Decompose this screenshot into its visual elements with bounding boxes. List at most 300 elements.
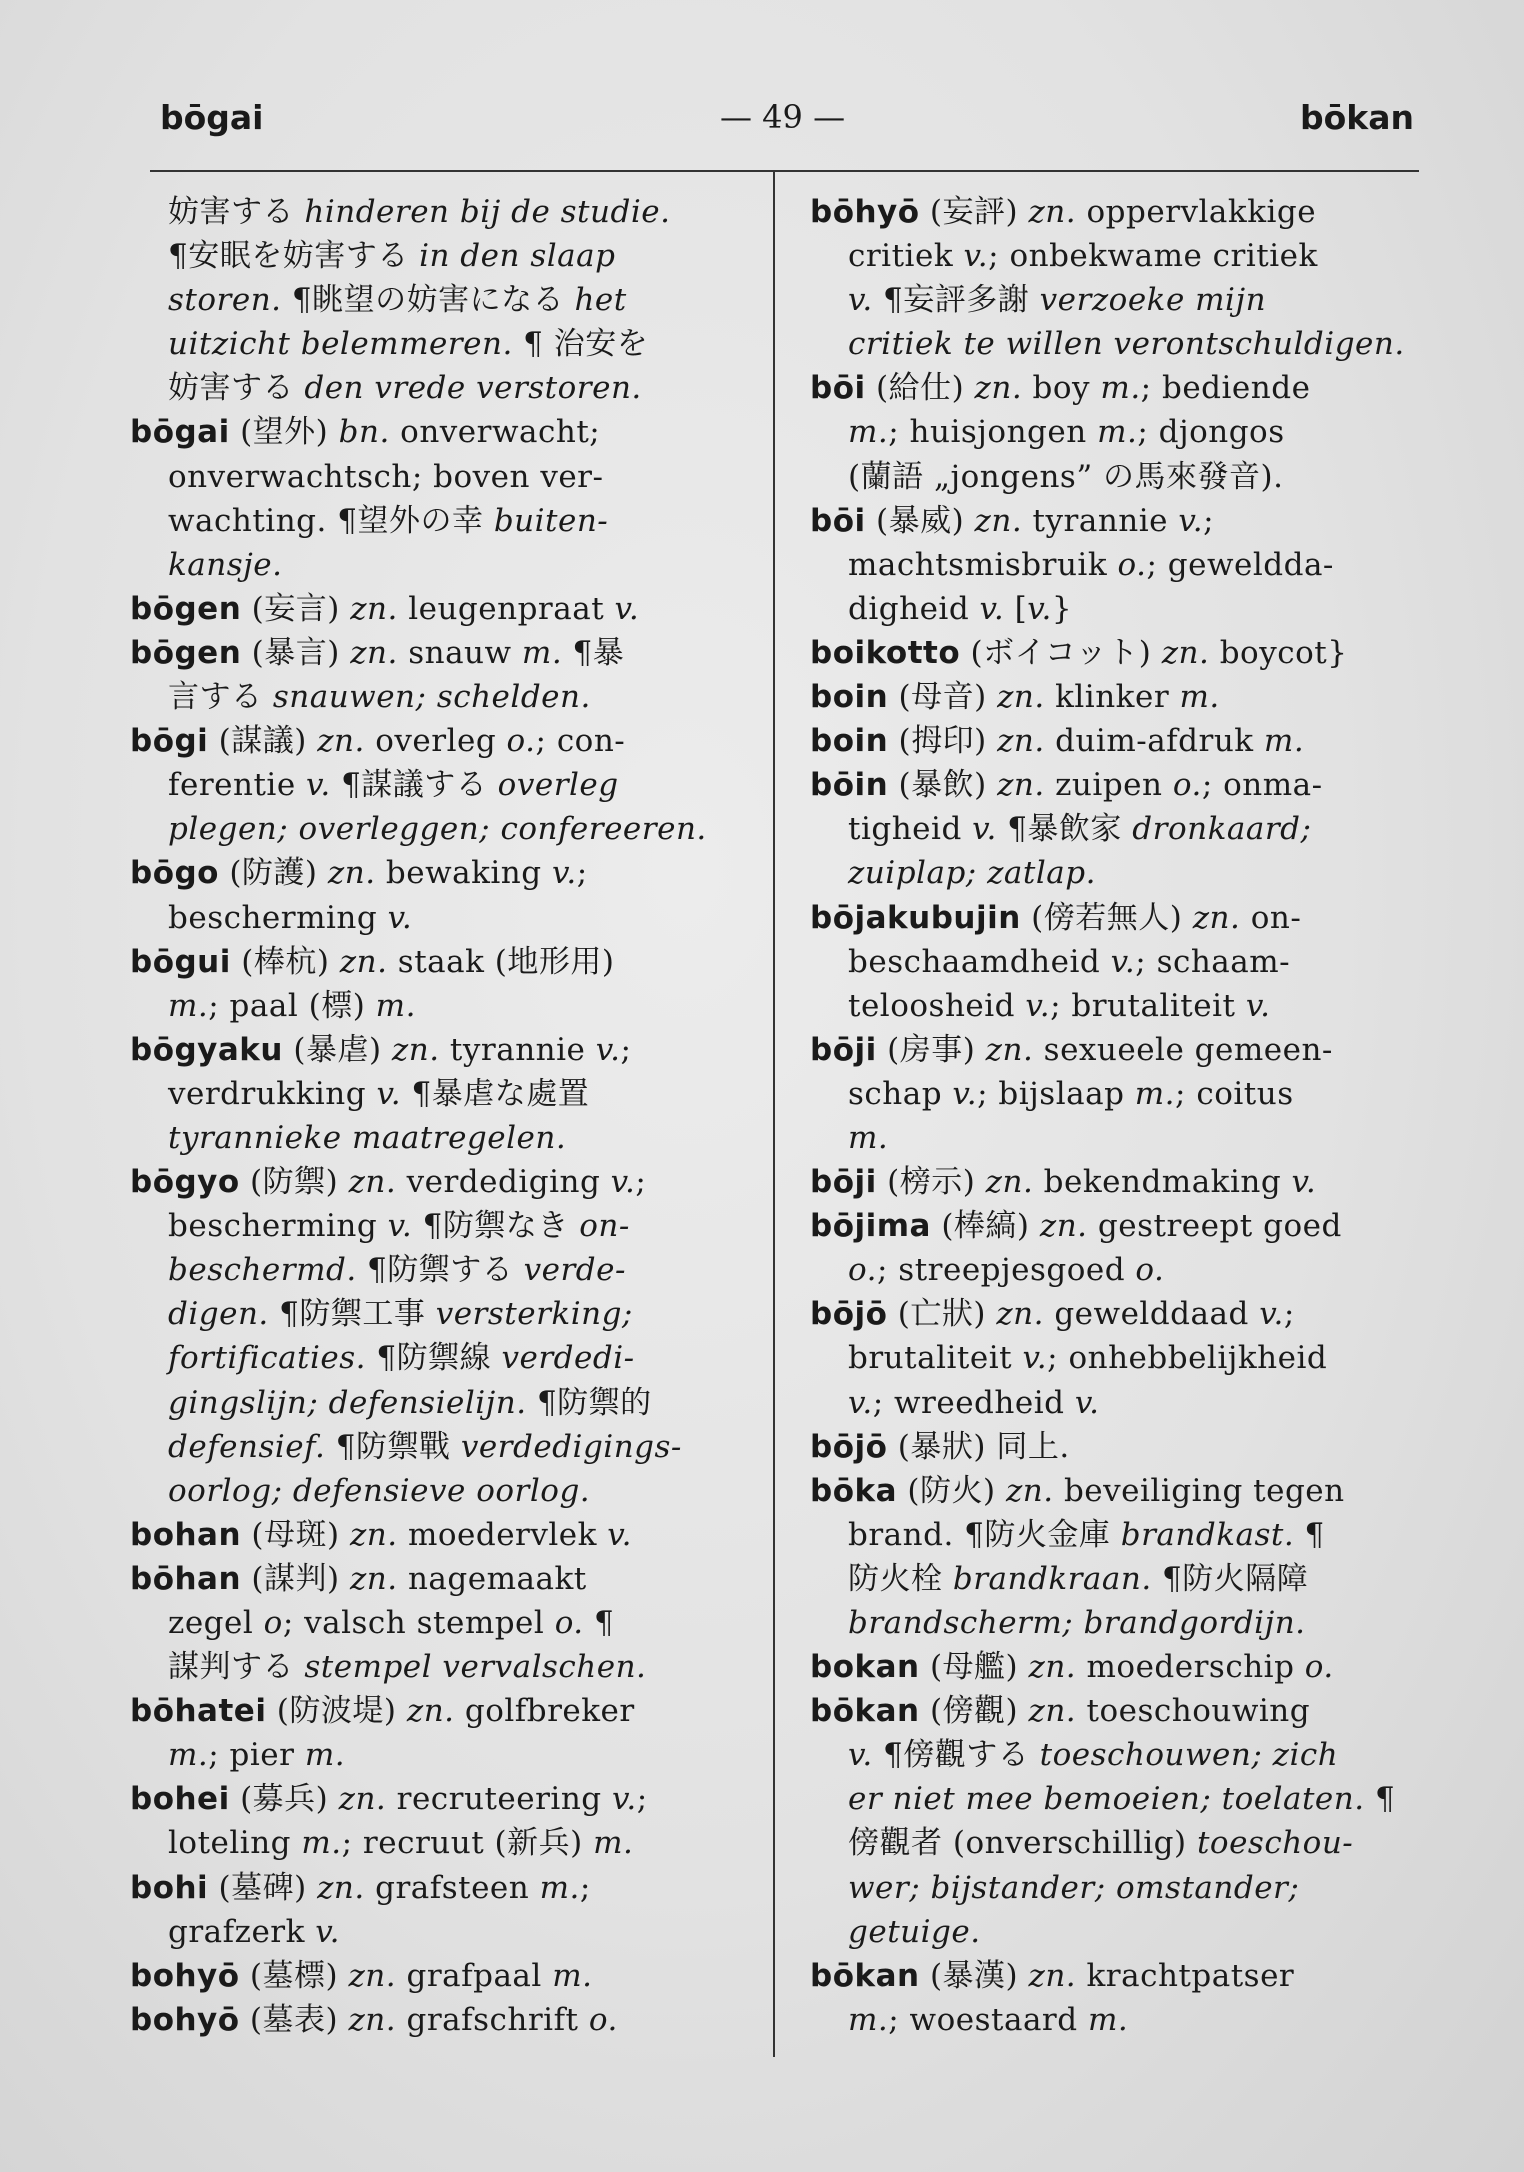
entry-text: bewaking (375, 855, 552, 892)
headword: bōgyaku (130, 1031, 283, 1068)
entry-line (810, 1689, 1445, 1733)
entry-continuation-line (130, 1381, 760, 1425)
entry-text: (棒杭) (230, 943, 340, 980)
entry-continuation-line (130, 1910, 760, 1954)
entry-text: bescherming (168, 1208, 388, 1245)
italic-text: brandscherm; brandgordijn. (848, 1605, 1306, 1641)
entry-continuation-line (130, 1601, 760, 1645)
italic-text: zn. (338, 1781, 387, 1818)
italic-text: zn. (348, 2001, 397, 2038)
entry-text: (暴虐) (283, 1031, 392, 1068)
italic-text: zn. (985, 1031, 1034, 1068)
entry-text: zuipen (1044, 767, 1173, 804)
entry-text: loteling (168, 1825, 302, 1862)
entry-text: (防禦) (239, 1164, 349, 1201)
entry-text: verdediging (396, 1164, 611, 1201)
entry-text: bescherming (168, 899, 388, 936)
entry-text: (募兵) (229, 1781, 339, 1818)
italic-text: kansje. (168, 546, 283, 583)
headword: bōjakubujin (810, 899, 1021, 936)
italic-text: m. (848, 414, 889, 451)
column-divider (773, 172, 775, 2057)
entry-continuation-line (130, 499, 760, 543)
headword: bohyō (130, 1957, 240, 1994)
entry-line (810, 190, 1445, 234)
entry-text: ¶防禦工事 (279, 1296, 436, 1333)
entry-text: ; onma- (1201, 767, 1323, 804)
headword: bōji (810, 1164, 877, 1201)
entry-text: ; recruut (新兵) (341, 1825, 594, 1862)
entry-text: ¶防禦的 (536, 1384, 652, 1421)
italic-text: m. (1179, 679, 1220, 716)
entry-text: grafschrift (396, 2001, 589, 2038)
italic-text: zn. (350, 590, 398, 627)
entry-line (130, 940, 760, 984)
entry-text: (榜示) (876, 1164, 986, 1201)
entry-text: ; onhebbelijkheid (1047, 1340, 1328, 1377)
left-column (130, 190, 760, 2042)
entry-line (130, 1028, 760, 1072)
entry-continuation-line (810, 278, 1445, 322)
italic-text: in den slaap (419, 238, 616, 275)
italic-text: zn. (997, 767, 1045, 804)
entry-continuation-line (130, 1733, 760, 1777)
entry-continuation-line (810, 1601, 1445, 1645)
entry-continuation-line (810, 1381, 1445, 1425)
right-column (810, 190, 1445, 2042)
entry-continuation-line (130, 190, 760, 234)
entry-text: (妄評) (919, 194, 1029, 230)
entry-text: (暴飲) (888, 767, 998, 804)
italic-text: zn. (339, 943, 388, 980)
italic-text: v. (1259, 1296, 1284, 1333)
entry-text: duim-afdruk (1044, 723, 1264, 760)
entry-continuation-line (810, 587, 1445, 631)
entry-continuation-line (810, 1733, 1445, 1777)
entry-text: } (1051, 590, 1073, 627)
italic-text: zn. (349, 1560, 398, 1597)
italic-text: toeschouwen; zich (1039, 1737, 1339, 1774)
headword: bohei (130, 1781, 230, 1818)
entry-line (130, 410, 760, 454)
entry-text: grafsteen (364, 1869, 540, 1906)
entry-text: ; brutaliteit (1050, 987, 1246, 1024)
italic-text: o. (1117, 546, 1147, 583)
italic-text: gingslijn; defensielijn. (168, 1384, 537, 1421)
entry-text: (墓表) (239, 2001, 349, 2038)
italic-text: zn. (1161, 634, 1210, 671)
italic-text: m. (848, 2001, 889, 2038)
entry-line (810, 1469, 1445, 1513)
entry-text: beschaamdheid (848, 943, 1111, 980)
entry-text: (謀判) (241, 1560, 350, 1597)
entry-continuation-line (810, 1116, 1445, 1160)
entry-text: ; schaam- (1135, 943, 1291, 980)
headword: bōgyo (130, 1164, 240, 1201)
italic-text: dronkaard; (1132, 811, 1312, 848)
entry-text: (望外) (229, 414, 339, 451)
italic-text: buiten- (493, 502, 609, 539)
italic-text: m. (539, 1869, 580, 1906)
italic-text: o. (1172, 767, 1202, 804)
italic-text: zn. (1028, 1649, 1077, 1686)
guide-word-left: bōgai (160, 98, 264, 137)
italic-text: v. (595, 1031, 621, 1068)
entry-text: brutaliteit (848, 1340, 1023, 1377)
headword: bōji (810, 1031, 877, 1068)
italic-text: o. (588, 2001, 618, 2038)
entry-text: moedervlek (397, 1516, 608, 1553)
italic-text: v. (979, 590, 1005, 627)
italic-text: oorlog; defensieve oorlog. (168, 1472, 591, 1509)
headword: boin (810, 723, 889, 760)
entry-text: moederschip (1076, 1649, 1305, 1686)
entry-continuation-line (130, 1645, 760, 1689)
entry-text: ¶防禦する (367, 1252, 524, 1289)
entry-text: critiek (848, 238, 964, 275)
italic-text: zn. (1028, 1693, 1077, 1730)
entry-text: (暴狀) 同上. (887, 1428, 1070, 1465)
entry-text: gewelddaad (1043, 1296, 1260, 1333)
entry-line (810, 763, 1445, 807)
entry-text: (母音) (888, 679, 998, 716)
entry-text: beveiliging tegen (1053, 1472, 1345, 1509)
italic-text: v. (1110, 943, 1136, 980)
entry-line (130, 1160, 760, 1204)
italic-text: zn. (996, 1296, 1044, 1333)
italic-text: v. (1178, 502, 1204, 539)
italic-text: zn. (327, 855, 376, 892)
entry-continuation-line (810, 1513, 1445, 1557)
entry-text: tyrannie (439, 1031, 596, 1068)
headword: bōhan (130, 1560, 242, 1597)
italic-text: v. (1027, 590, 1052, 627)
entry-line (810, 675, 1445, 719)
entry-text: grafpaal (396, 1957, 553, 1994)
italic-text: overleg (497, 767, 619, 804)
running-head (160, 98, 1414, 158)
italic-text: m. (848, 1119, 889, 1156)
entry-text: (棒縞) (930, 1208, 1040, 1245)
entry-continuation-line (130, 1116, 760, 1160)
italic-text: zn. (997, 723, 1045, 760)
entry-text: snauw (397, 634, 522, 671)
headword: bohi (130, 1869, 209, 1906)
headword: bōi (810, 502, 866, 539)
entry-text: schap (848, 1075, 953, 1112)
entry-text: (母斑) (241, 1516, 350, 1553)
italic-text: fortificaties. (168, 1340, 377, 1377)
entry-continuation-line (130, 366, 760, 410)
entry-text: (亡狀) (887, 1296, 997, 1333)
entry-continuation-line (130, 543, 760, 587)
italic-text: v. (848, 1384, 873, 1421)
italic-text: v. (551, 855, 577, 892)
italic-text: zn. (997, 679, 1045, 716)
headword: bohan (130, 1516, 242, 1553)
entry-text: onverwachtsch; boven ver- (168, 458, 604, 495)
italic-text: verde- (523, 1252, 626, 1289)
italic-text: o. (554, 1605, 584, 1641)
italic-text: o. (1304, 1649, 1334, 1686)
entry-continuation-line (810, 807, 1445, 851)
entry-text: recruteering (386, 1781, 612, 1818)
italic-text: o. (848, 1252, 877, 1289)
italic-text: hinderen bij de studie. (304, 194, 671, 230)
entry-continuation-line (810, 1777, 1445, 1821)
italic-text: versterking; (435, 1296, 633, 1333)
italic-text: den vrede verstoren. (304, 370, 642, 407)
entry-text: 妨害する (168, 194, 305, 230)
italic-text: verzoeke mijn (1039, 282, 1267, 319)
italic-text: beschermd. (168, 1252, 368, 1289)
entry-text: (防火) (897, 1472, 1006, 1509)
entry-text: (暴漢) (919, 1957, 1029, 1994)
italic-text: m. (1134, 1075, 1176, 1112)
entry-text: machtsmisbruik (848, 546, 1118, 583)
entry-text: ¶防禦なき (412, 1208, 580, 1245)
entry-line (810, 1204, 1445, 1248)
italic-text: m. (552, 1957, 593, 1994)
entry-continuation-line (130, 675, 760, 719)
italic-text: snauwen; schelden. (272, 679, 591, 716)
entry-text: ; (579, 1869, 591, 1906)
entry-text: 言する (168, 679, 273, 716)
entry-text: ; paal (標) (208, 987, 376, 1024)
entry-text: ; (620, 1031, 632, 1068)
entry-continuation-line (810, 984, 1445, 1028)
italic-text: m. (168, 1737, 209, 1774)
entry-line (810, 1425, 1445, 1469)
italic-text: zn. (317, 723, 365, 760)
entry-text: (妄言) (241, 590, 351, 627)
italic-text: het (574, 282, 627, 319)
italic-text: zn. (1039, 1208, 1088, 1245)
entry-text: ; (1203, 502, 1215, 539)
italic-text: plegen; overleggen; confereeren. (168, 811, 707, 848)
italic-text: uitzicht belemmeren. (168, 326, 524, 363)
entry-text: ; streepjesgoed (876, 1252, 1136, 1289)
italic-text: m. (521, 634, 563, 671)
entry-continuation-line (130, 1469, 760, 1513)
entry-text: ¶ (1294, 1516, 1325, 1553)
italic-text: critiek te willen verontschuldigen. (848, 326, 1405, 363)
entry-text: ; onbekwame critiek (988, 238, 1318, 275)
italic-text: er niet mee bemoeien; toelaten. (848, 1781, 1365, 1818)
entry-text: ; (1283, 1296, 1295, 1333)
entry-line (130, 1954, 760, 1998)
entry-text: ¶防禦戰 (335, 1428, 461, 1465)
entry-text: wachting. ¶望外の幸 (168, 502, 494, 539)
entry-continuation-line (810, 1998, 1445, 2042)
entry-text: 防火栓 (848, 1560, 953, 1597)
italic-text: o (263, 1605, 283, 1641)
entry-text: bekendmaking (1033, 1164, 1292, 1201)
entry-line (810, 719, 1445, 763)
page-number: — 49 — (720, 98, 846, 136)
entry-text: (給仕) (865, 370, 975, 407)
italic-text: wer; bijstander; omstander; (848, 1869, 1300, 1906)
italic-text: v. (387, 899, 413, 936)
entry-text: ¶暴 (562, 634, 625, 671)
italic-text: v. (972, 811, 997, 848)
italic-text: m. (304, 1737, 346, 1774)
headword: bōjō (810, 1296, 888, 1333)
entry-line (130, 1557, 760, 1601)
entry-continuation-line (130, 234, 760, 278)
entry-text: ; (576, 855, 588, 892)
headword: bōkan (810, 1693, 920, 1730)
entry-text: nagemaakt (397, 1560, 587, 1597)
italic-text: zn. (974, 370, 1023, 407)
entry-text: on- (1240, 899, 1302, 936)
italic-text: verdedigings- (460, 1428, 682, 1465)
entry-text: toeschouwing (1076, 1693, 1311, 1730)
italic-text: zn. (348, 1164, 397, 1201)
entry-continuation-line (130, 1821, 760, 1865)
header-rule (150, 170, 1419, 172)
entry-line (130, 631, 760, 675)
headword: bōjima (810, 1208, 931, 1245)
italic-text: zn. (1028, 1957, 1077, 1994)
entry-continuation-line (810, 1557, 1445, 1601)
entry-text: (暴言) (241, 634, 351, 671)
italic-text: m. (1100, 370, 1141, 407)
entry-line (130, 1513, 760, 1557)
entry-text: (母艦) (919, 1649, 1029, 1686)
entry-text: (拇印) (888, 723, 998, 760)
entry-continuation-line (130, 322, 760, 366)
entry-text: brand. ¶防火金庫 (848, 1516, 1121, 1553)
entry-text: ¶安眠を妨害する (168, 238, 420, 275)
entry-text: ; (636, 1781, 648, 1818)
entry-text: staak (地形用) (387, 943, 615, 980)
italic-text: bn. (338, 414, 390, 451)
entry-text: digheid (848, 590, 980, 627)
entry-text: tyrannie (1022, 502, 1179, 539)
entry-text: ; wreedheid (872, 1384, 1075, 1421)
entry-line (810, 631, 1445, 675)
entry-text: (暴威) (865, 502, 975, 539)
entry-text: ; (635, 1164, 647, 1201)
entry-continuation-line (130, 1292, 760, 1336)
entry-text: ; con- (535, 723, 626, 760)
italic-text: zn. (1028, 194, 1077, 230)
entry-continuation-line (130, 807, 760, 851)
italic-text: v. (1025, 987, 1051, 1024)
entry-continuation-line (810, 455, 1445, 499)
entry-text: klinker (1044, 679, 1180, 716)
headword: bōhatei (130, 1693, 267, 1730)
headword: bōka (810, 1472, 898, 1509)
headword: bōhyō (810, 194, 920, 230)
italic-text: m. (593, 1825, 634, 1862)
entry-line (810, 366, 1445, 410)
entry-text: ; pier (208, 1737, 305, 1774)
entry-text: (傍若無人) (1020, 899, 1193, 936)
italic-text: v. (376, 1075, 402, 1112)
entry-text: (謀議) (208, 723, 318, 760)
entry-line (810, 1028, 1445, 1072)
headword: bohyō (130, 2001, 240, 2038)
entry-line (810, 1292, 1445, 1336)
entry-line (810, 896, 1445, 940)
italic-text: v. (1022, 1340, 1048, 1377)
italic-text: m. (1087, 2001, 1129, 2038)
entry-continuation-line (810, 322, 1445, 366)
italic-text: m. (1263, 723, 1305, 760)
entry-text: 謀判する (168, 1649, 305, 1686)
entry-text: (墓標) (239, 1957, 349, 1994)
italic-text: zn. (391, 1031, 440, 1068)
entry-continuation-line (810, 851, 1445, 895)
italic-text: v. (1074, 1384, 1100, 1421)
entry-text: 妨害する (168, 370, 305, 407)
italic-text: defensief. (168, 1428, 336, 1465)
entry-continuation-line (130, 278, 760, 322)
italic-text: o. (506, 723, 536, 760)
italic-text: toeschou- (1196, 1825, 1354, 1862)
italic-text: v. (607, 1516, 632, 1553)
italic-text: zn. (985, 1164, 1034, 1201)
entry-text: ; bijslaap (977, 1075, 1135, 1112)
italic-text: storen. (168, 282, 292, 319)
italic-text: getuige. (848, 1913, 981, 1950)
entry-text: krachtpatser (1076, 1957, 1295, 1994)
entry-continuation-line (130, 1248, 760, 1292)
entry-text: ; gewelddа- (1146, 546, 1334, 583)
entry-continuation-line (130, 455, 760, 499)
entry-line (810, 1954, 1445, 1998)
entry-continuation-line (810, 1821, 1445, 1865)
entry-text: zegel (168, 1605, 264, 1641)
entry-line (130, 1866, 760, 1910)
italic-text: v. (610, 1164, 636, 1201)
italic-text: on- (579, 1208, 630, 1245)
italic-text: m. (1097, 414, 1138, 451)
entry-text: ¶ (1364, 1781, 1396, 1818)
entry-continuation-line (810, 940, 1445, 984)
entry-text: (墓碑) (208, 1869, 318, 1906)
entry-continuation-line (810, 543, 1445, 587)
italic-text: verdedi- (501, 1340, 635, 1377)
entry-text: boycot} (1209, 634, 1348, 671)
entry-text: 傍觀者 (onverschillig) (848, 1825, 1197, 1862)
italic-text: zn. (348, 1957, 397, 1994)
italic-text: m. (375, 987, 416, 1024)
entry-continuation-line (130, 1336, 760, 1380)
entry-continuation-line (810, 1248, 1445, 1292)
entry-continuation-line (130, 1072, 760, 1116)
entry-continuation-line (810, 234, 1445, 278)
italic-text: v. (1291, 1164, 1317, 1201)
entry-text: ¶ (583, 1605, 615, 1641)
headword: bokan (810, 1649, 920, 1686)
headword: bōgui (130, 943, 231, 980)
entry-text: ¶暴虐な處置 (401, 1075, 590, 1112)
entry-text: [ (1004, 590, 1028, 627)
italic-text: v. (306, 767, 331, 804)
entry-text: ¶妄評多謝 (872, 282, 1040, 319)
headword: bōin (810, 767, 889, 804)
entry-text: ; woestaard (888, 2001, 1088, 2038)
entry-continuation-line (810, 1336, 1445, 1380)
entry-line (810, 1160, 1445, 1204)
entry-continuation-line (130, 1425, 760, 1469)
italic-text: v. (387, 1208, 413, 1245)
entry-text: ¶謀議する (330, 767, 498, 804)
entry-text: ¶ 治安を (523, 326, 649, 363)
